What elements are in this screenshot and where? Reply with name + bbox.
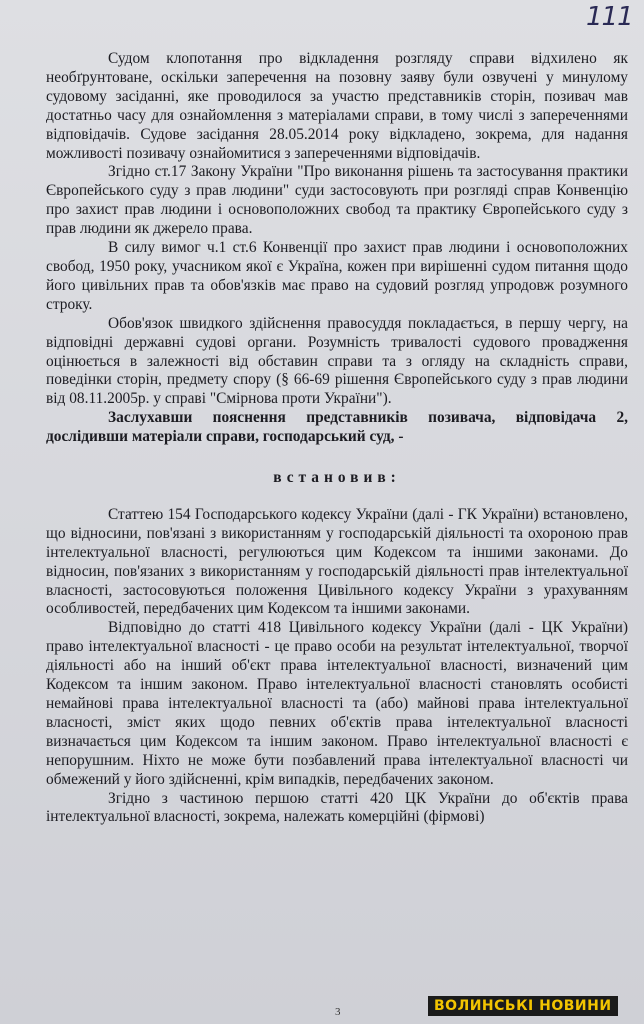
page-number: 3 [335,1006,341,1018]
paragraph-5: Статтею 154 Господарського кодексу України (далі - ГК України) встановлено, що відносини, пов'язані з використанням у господарській діяльності та охороною прав інтелектуальної власності, регулюються цим Кодексом та іншими законами. До відносин, пов'язаних з використанням у господарській діяльності прав інтелектуальної власності, застосовуються положення Цивільного кодексу України з урахуванням особливостей, передбачених цим Кодексом та іншими законами. [46,505,628,618]
paragraph-4: Обов'язок швидкого здійснення правосуддя покладається, в першу чергу, на відповідні державні судові органи. Розумність тривалості судового провадження оцінюється в залежності від обставин справи та з огляду на складність справи, поведінки сторін, предмету спору (§ 66-69 рішення Європейського суду з прав людини від 08.11.2005р. у справі "Смірнова проти України"). [46,314,628,408]
document-body [46,50,628,827]
paragraph-2: Згідно ст.17 Закону України "Про виконання рішень та застосування практики Європейського суду з прав людини" суди застосовують при розгляді справ Конвенцію про захист прав людини і основоположних свобод та практику Європейського суду з прав людини як джерело права. [46,163,628,238]
paragraph-1: Судом клопотання про відкладення розгляду справи відхилено як необґрунтоване, оскільки заперечення на позовну заяву були озвучені у минулому судовому засіданні, яке проводилося за участю представників сторін, позивач мав достатньо часу для ознайомлення з матеріалами справи, в тому числі з запереченнями відповідачів. Судове засідання 28.05.2014 року відкладено, зокрема, для надання можливості позивачу ознайомитися з запереченнями відповідачів. [46,50,628,162]
bold-paragraph: Заслухавши пояснення представників позивача, відповідача 2, дослідивши матеріали справи, господарський суд, - [46,409,628,446]
watermark-logo: ВОЛИНСЬКІ НОВИНИ [428,996,618,1016]
handwritten-page-number: 111 [586,2,633,32]
paragraph-6: Відповідно до статті 418 Цивільного кодексу України (далі - ЦК України) право інтелектуальної власності - це право особи на результат інтелектуальної, творчої діяльності або на інший об'єкт права інтелектуальної власності, визначений цим Кодексом та іншим законом. Право інтелектуальної власності становлять особисті немайнові права інтелектуальної власності та (або) майнові права інтелектуальної власності, зміст яких щодо певних об'єктів права інтелектуальної власності визначається цим Кодексом та іншим законом. Право інтелектуальної власності є непорушним. Ніхто не може бути позбавлений права інтелектуальної власності чи обмежений у його здійсненні, крім випадків, передбачених законом. [46,619,628,788]
section-heading: встановив: [273,469,401,487]
paragraph-7: Згідно з частиною першою статті 420 ЦК України до об'єктів права інтелектуальної власності, зокрема, належать комерційні (фірмові) [46,789,628,826]
paragraph-3: В силу вимог ч.1 ст.6 Конвенції про захист прав людини і основоположних свобод, 1950 року, учасником якої є Україна, кожен при вирішенні судом питання щодо його цивільних прав та обов'язків має право на судовий розгляд упродовж розумного строку. [46,239,628,313]
